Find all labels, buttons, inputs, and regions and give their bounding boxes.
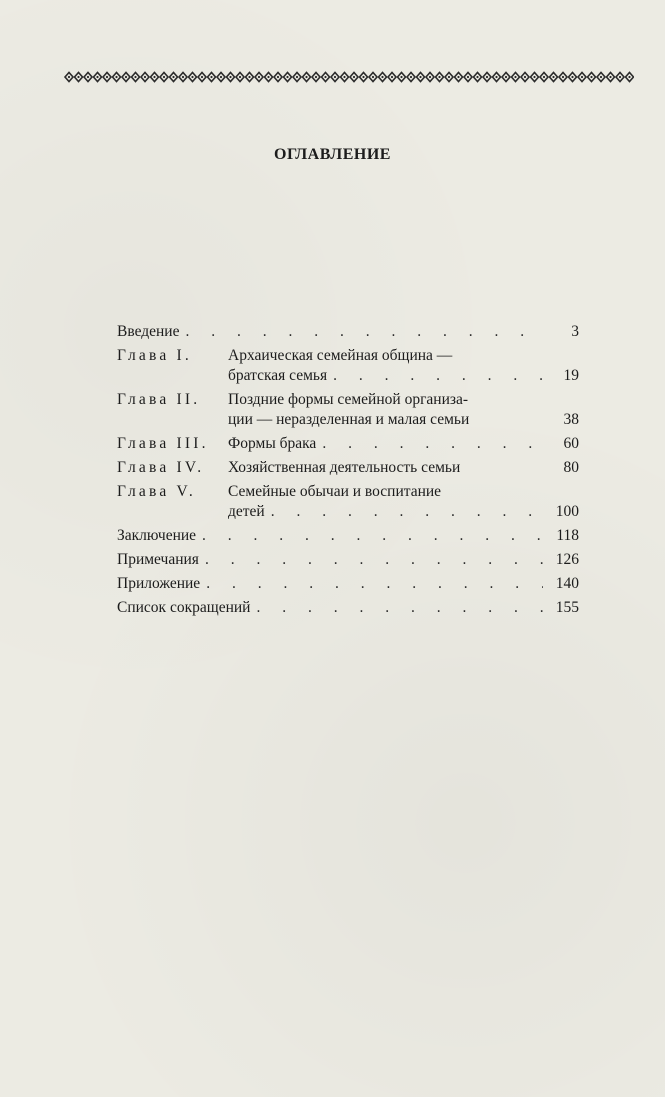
toc-entry-chapter-2	[117, 390, 579, 430]
dot-leader	[196, 526, 543, 546]
toc-entry-appendix	[117, 574, 579, 594]
dot-leader	[327, 366, 543, 386]
toc-entry-chapter-1	[117, 346, 579, 386]
toc-entry-abbreviations	[117, 598, 579, 618]
page-title: ОГЛАВЛЕНИЕ	[274, 146, 391, 163]
dot-leader	[199, 550, 543, 570]
toc-entry-title-cont: ции — неразделенная и малая семьи	[228, 411, 470, 428]
toc-entry-title: Семейные обычаи и воспитание	[228, 483, 442, 500]
toc-entry-title: Примечания	[117, 551, 199, 568]
dot-leader	[179, 322, 543, 342]
dot-leader	[250, 598, 543, 618]
toc-entry-title: Приложение	[117, 575, 201, 592]
dot-leader	[265, 502, 543, 522]
toc-page-number: 19	[563, 367, 579, 384]
toc-page-number: 155	[555, 599, 579, 616]
toc-page-number: 140	[555, 575, 579, 592]
toc-entry-title: Поздние формы семейной организа-	[228, 391, 469, 408]
toc-page-number: 118	[556, 527, 579, 544]
toc-page-number: 80	[563, 459, 579, 476]
toc-page-number: 38	[563, 411, 579, 428]
toc-entry-title: Введение	[117, 323, 180, 340]
toc-entry-title-cont: детей	[228, 503, 265, 520]
dot-leader	[200, 574, 543, 594]
toc-page-number: 3	[571, 323, 579, 340]
toc-entry-title: Архаическая семейная община —	[228, 347, 453, 364]
toc-page-number: 60	[563, 435, 579, 452]
toc-entry-notes	[117, 550, 579, 570]
toc-entry-conclusion	[117, 526, 579, 546]
toc-entry-title: Формы брака	[228, 435, 317, 452]
toc-page-number: 100	[555, 503, 579, 520]
decorative-border-ornament	[62, 70, 634, 84]
chapter-label: Глава IV.	[117, 459, 205, 476]
chapter-label: Глава V.	[117, 483, 196, 500]
toc-entry-title: Список сокращений	[117, 599, 251, 616]
toc-entry-intro	[117, 322, 579, 342]
toc-entry-title: Хозяйственная деятельность семьи	[228, 459, 461, 476]
chapter-label: Глава III.	[117, 435, 209, 452]
toc-page-number: 126	[555, 551, 579, 568]
dot-leader	[316, 434, 543, 454]
toc-entry-title-cont: братская семья	[228, 367, 328, 384]
toc-entry-chapter-5	[117, 482, 579, 522]
toc-entry-chapter-4	[117, 458, 579, 478]
chapter-label: Глава II.	[117, 391, 201, 408]
toc-entry-chapter-3	[117, 434, 579, 454]
toc-entry-title: Заключение	[117, 527, 197, 544]
chapter-label: Глава I.	[117, 347, 192, 364]
table-of-contents	[117, 322, 579, 622]
